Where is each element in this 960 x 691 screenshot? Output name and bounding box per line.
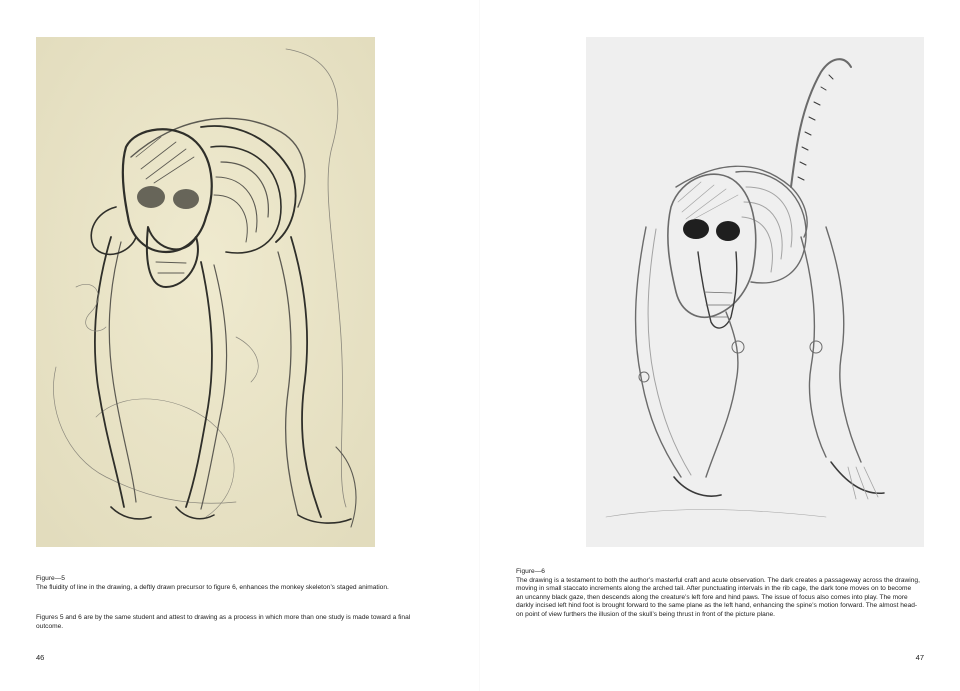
- figure-6-label: Figure—6: [516, 568, 545, 575]
- figure-5-caption: [36, 575, 436, 592]
- figure-6-caption-text: The drawing is a testament to both the author’s masterful craft and acute observation. The dark creates a passageway across the drawing, moving in small staccato increments along the arched tail. After punctuating intervals in the rib cage, the dark tone moves on to become an uncanny black gaze, then descends along the creature’s left fore and hind paws. The issue of focus also comes into play. The more darkly incised left hind foot is brought forward to the same plane as the left hand, enhancing the spine’s motion forward. The almost head-on point of view furthers the illusion of the skull’s being thrust in front of the picture plane.: [516, 576, 920, 618]
- figure-6-artwork: [586, 37, 924, 547]
- figure-6-caption: [516, 568, 920, 620]
- figure-5-artwork: [36, 37, 375, 547]
- figure-6-pencil-monkey-skeleton-drawing: [586, 37, 924, 547]
- figures-5-6-note: [36, 614, 436, 631]
- page-number-left: 46: [36, 653, 45, 662]
- figures-5-6-note-text: Figures 5 and 6 are by the same student and attest to drawing as a process in which more than one study is made toward a final outcome.: [36, 614, 411, 630]
- page-number-right: 47: [915, 653, 924, 662]
- figure-5-label: Figure—5: [36, 575, 65, 582]
- right-page: [480, 0, 960, 691]
- figure-5-charcoal-monkey-skeleton-drawing: [36, 37, 375, 547]
- figure-5-caption-text: The fluidity of line in the drawing, a deftly drawn precursor to figure 6, enhances the monkey skeleton’s staged animation.: [36, 583, 389, 591]
